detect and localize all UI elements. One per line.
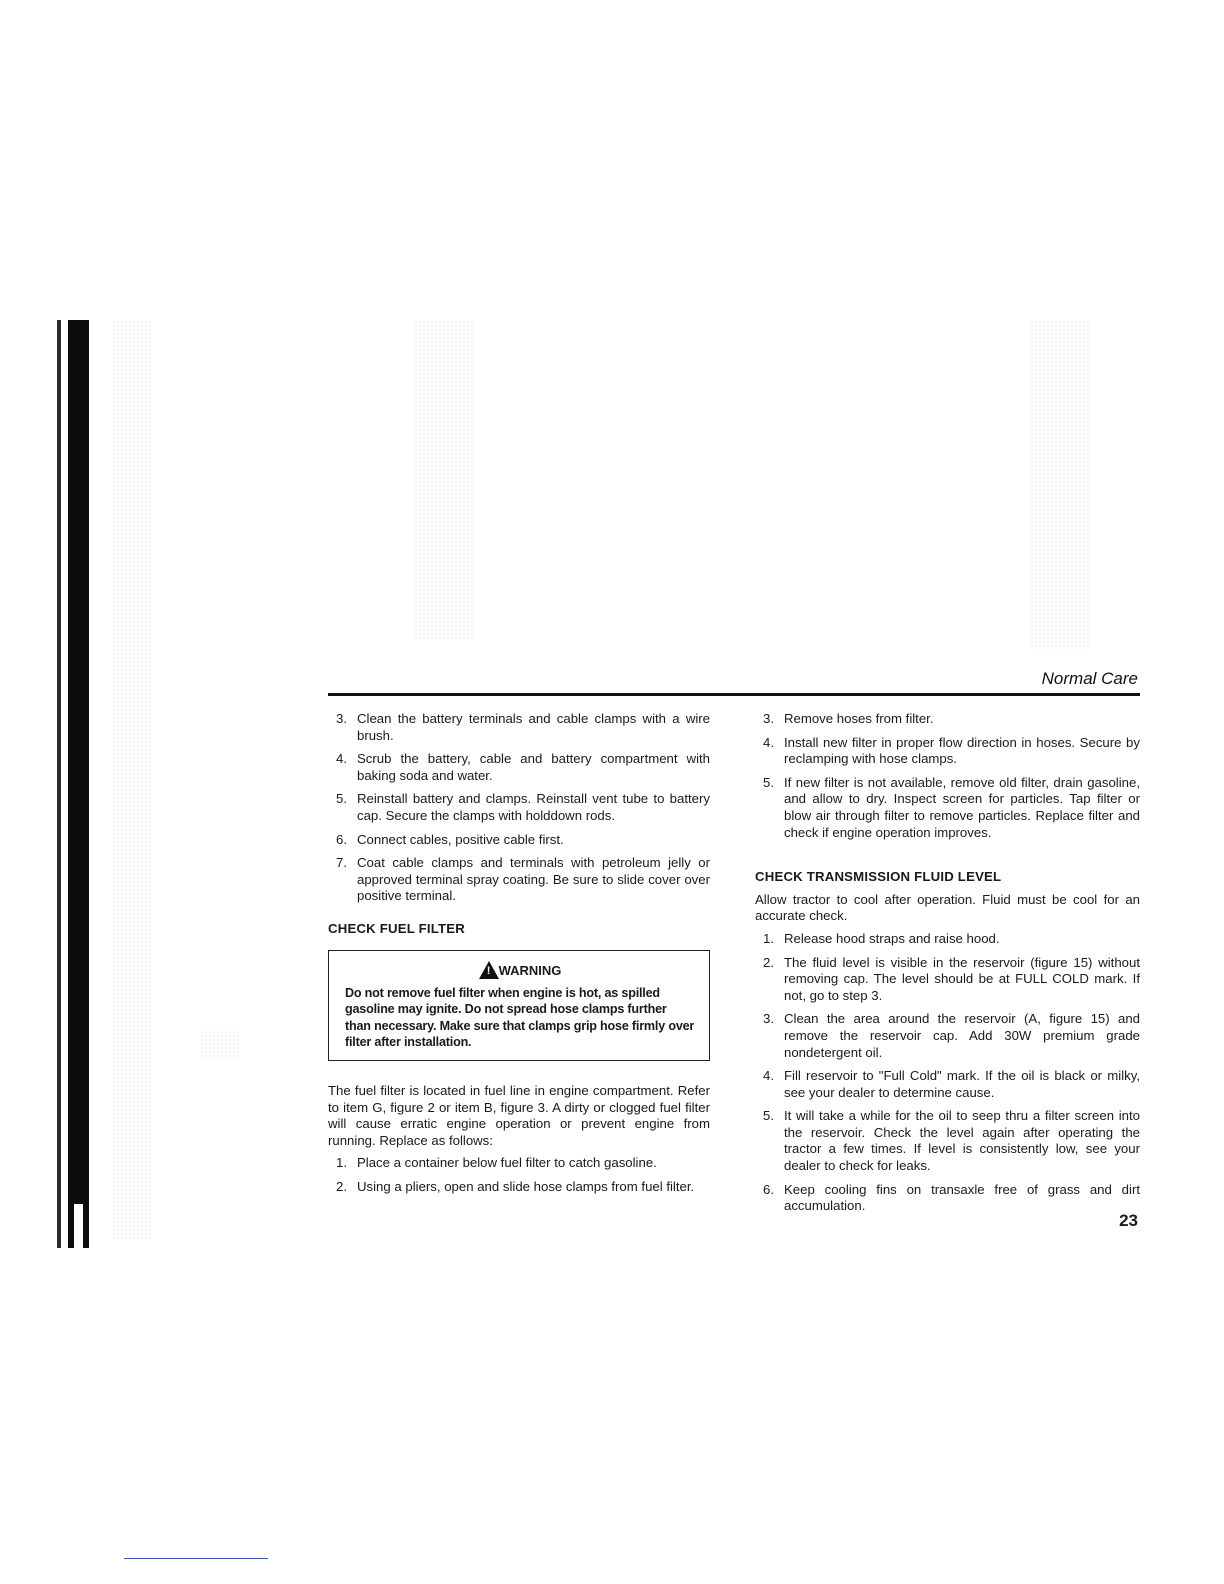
list-item: 3. Clean the battery terminals and cable clamps with a wire brush. <box>336 711 710 743</box>
list-item: 1. Release hood straps and raise hood. <box>763 930 1000 946</box>
warning-title-row <box>345 961 695 980</box>
fuel-filter-steps-list <box>328 1155 710 1195</box>
right-column <box>755 711 1140 1222</box>
list-item: 5. If new filter is not available, remove old filter, drain gasoline, and allow to dry. Inspect screen for particles. Tap filter or blow air through filter to remove particles. Replace filter and check if engine operation improves. <box>763 774 1140 840</box>
left-column <box>328 711 710 1203</box>
fuel-filter-intro: The fuel filter is located in fuel line in engine compartment. Refer to item G, figure 2 or item B, figure 3. A dirty or clogged fuel filter will cause erratic engine operation or prevent engine from running. Replace as follows: <box>328 1082 710 1148</box>
transmission-steps-list <box>755 931 1140 1215</box>
list-item: 7. Coat cable clamps and terminals with petroleum jelly or approved terminal spray coating. Be sure to slide cover over positive terminal. <box>336 855 710 904</box>
list-item: 3. Clean the area around the reservoir (A, figure 15) and remove the reservoir cap. Add 30W premium grade nondetergent oil. <box>763 1011 1140 1060</box>
scan-speckle-center <box>414 320 474 640</box>
list-item: 6. Keep cooling fins on transaxle free of grass and dirt accumulation. <box>763 1181 1140 1214</box>
binding-edge-bar <box>68 320 89 1248</box>
list-item: 2. Using a pliers, open and slide hose clamps from fuel filter. <box>336 1178 695 1194</box>
list-item: 6. Connect cables, positive cable first. <box>336 831 564 847</box>
scan-speckle-left <box>112 320 152 1240</box>
list-item: 2. The fluid level is visible in the reservoir (figure 15) without removing cap. The level should be at FULL COLD mark. If not, go to step 3. <box>763 954 1140 1003</box>
warning-title: WARNING <box>498 962 562 978</box>
fuel-filter-heading: CHECK FUEL FILTER <box>328 920 465 936</box>
warning-box <box>328 950 710 1061</box>
warning-text: Do not remove fuel filter when engine is hot, as spilled gasoline may ignite. Do not spread hose clamps further than necessary. Make sure that clamps grip hose firmly over filter after installation. <box>345 986 695 1049</box>
transmission-heading: CHECK TRANSMISSION FLUID LEVEL <box>755 869 1002 885</box>
scan-speckle-right <box>1030 320 1090 650</box>
scan-speckle-mid <box>200 1030 240 1060</box>
section-title: Normal Care <box>1041 669 1138 688</box>
list-item: 5. Reinstall battery and clamps. Reinstall vent tube to battery cap. Secure the clamps with holddown rods. <box>336 791 710 823</box>
transmission-intro: Allow tractor to cool after operation. Fluid must be cool for an accurate check. <box>755 891 1140 924</box>
list-item: 4. Install new filter in proper flow direction in hoses. Secure by reclamping with hose clamps. <box>763 734 1140 767</box>
footer-line <box>124 1558 268 1559</box>
list-item: 4. Fill reservoir to "Full Cold" mark. If the oil is black or milky, see your dealer to determine cause. <box>763 1068 1140 1100</box>
header-rule <box>328 693 1140 696</box>
list-item: 1. Place a container below fuel filter to catch gasoline. <box>336 1155 657 1171</box>
warning-triangle-icon: ! <box>479 961 499 979</box>
list-item: 3. Remove hoses from filter. <box>763 711 934 726</box>
battery-steps-list <box>328 711 710 905</box>
binding-edge-line <box>57 320 61 1248</box>
list-item: 4. Scrub the battery, cable and battery compartment with baking soda and water. <box>336 751 710 783</box>
page-number: 23 <box>1119 1211 1138 1230</box>
list-item: 5. It will take a while for the oil to seep thru a filter screen into the reservoir. Check the level again after operating the tractor a few times. If level is consistently low, see your dealer to check for leaks. <box>763 1108 1140 1174</box>
fuel-filter-steps-continued <box>755 711 1140 841</box>
binding-edge-tab <box>74 1204 83 1248</box>
